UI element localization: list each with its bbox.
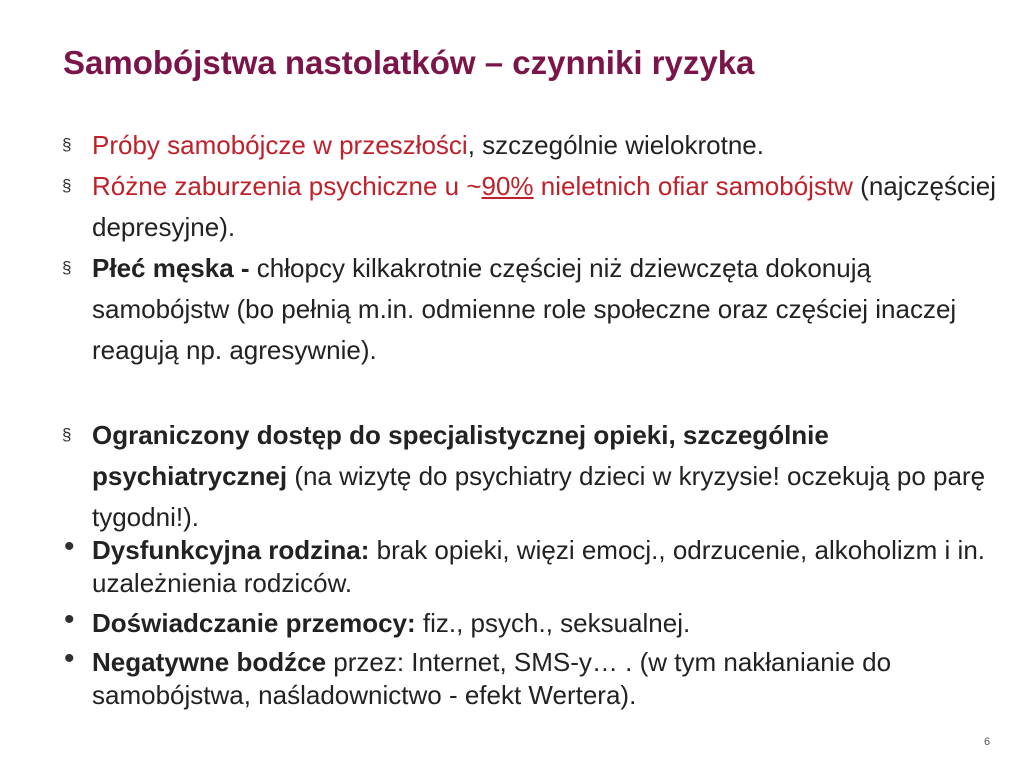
- bullet-item-dysfunctional-family: [62, 530, 1002, 600]
- bullet-text: Próby samobójcze w przeszłości, szczególnie wielokrotne.: [92, 130, 764, 160]
- bullet-text: Różne zaburzenia psychiczne u ~90% nieletnich ofiar samobójstw (najczęściej depresyjne).: [92, 171, 997, 242]
- bullet-marker: •: [64, 530, 75, 563]
- bullet-item-prior-attempts: [62, 125, 1002, 166]
- bullet-item-male-sex: [62, 248, 1002, 371]
- bullet-item-negative-stimuli: [62, 642, 1002, 712]
- bullet-item-limited-access: [62, 415, 1002, 538]
- bullet-item-violence: [62, 603, 1002, 640]
- slide-title: Samobójstwa nastolatków – czynniki ryzyka: [63, 44, 755, 81]
- bullet-text: Ograniczony dostęp do specjalistycznej opieki, szczególnie psychiatrycznej (na wizytę do psychiatry dzieci w kryzysie! oczekują po parę tygodni!).: [92, 420, 986, 532]
- bullet-marker: •: [64, 603, 75, 636]
- bullet-text: Dysfunkcyjna rodzina: brak opieki, więzi emocj., odrzucenie, alkoholizm i in. uzależnienia rodziców.: [92, 535, 986, 598]
- bullet-text: Negatywne bodźce przez: Internet, SMS-y… . (w tym nakłanianie do samobójstwa, naśladownictwo - efekt Wertera).: [92, 647, 892, 710]
- bullet-text: Doświadczanie przemocy: fiz., psych., seksualnej.: [92, 608, 691, 638]
- bullet-text: Płeć męska - chłopcy kilkakrotnie częściej niż dziewczęta dokonują samobójstw (bo pełnią m.in. odmienne role społeczne oraz częściej inaczej reagują np. agresywnie).: [92, 253, 957, 365]
- bullet-marker: §: [62, 258, 72, 277]
- bullet-marker: §: [62, 425, 72, 444]
- page-number: 6: [984, 736, 991, 748]
- bullet-marker: §: [62, 135, 72, 154]
- bullet-item-mental-disorders: [62, 166, 1002, 248]
- bullet-marker: §: [62, 176, 72, 195]
- bullet-marker: •: [64, 642, 75, 675]
